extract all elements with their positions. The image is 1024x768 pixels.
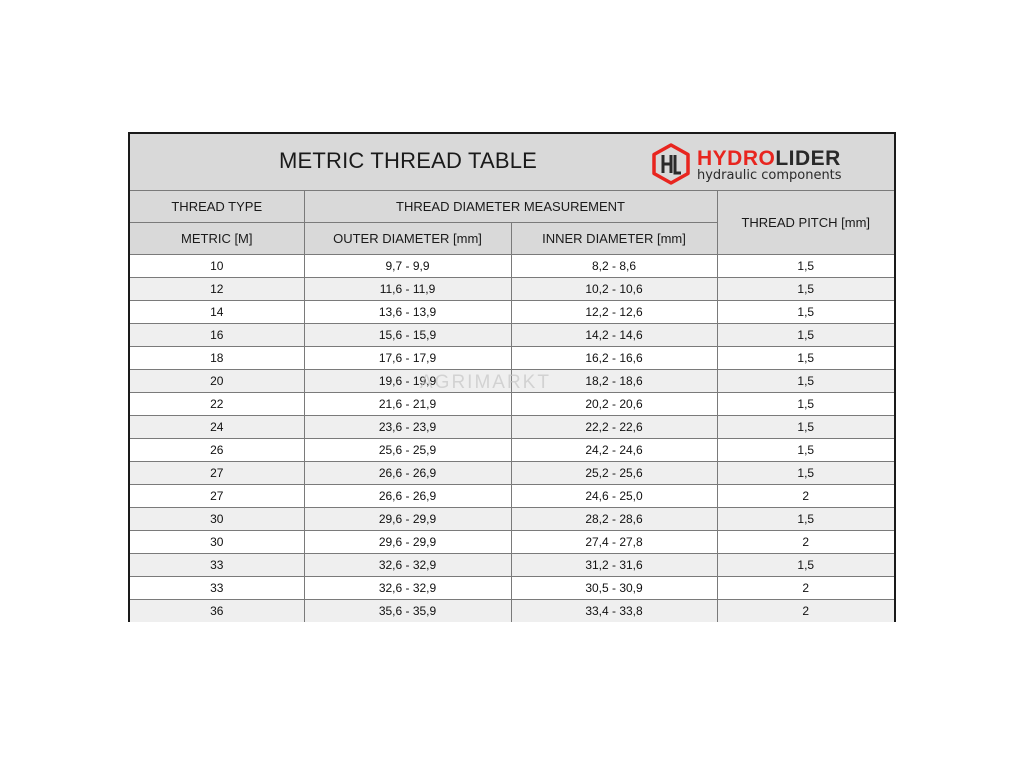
cell-metric: 18 — [130, 347, 304, 370]
cell-inner: 18,2 - 18,6 — [511, 370, 717, 393]
header-thread-pitch: THREAD PITCH [mm] — [717, 191, 894, 255]
table-row — [130, 531, 894, 554]
cell-metric: 24 — [130, 416, 304, 439]
cell-pitch: 1,5 — [717, 462, 894, 485]
cell-outer: 11,6 - 11,9 — [304, 278, 511, 301]
table-row — [130, 554, 894, 577]
cell-outer: 35,6 - 35,9 — [304, 600, 511, 623]
cell-pitch: 1,5 — [717, 324, 894, 347]
brand-name: HYDROLIDER — [697, 147, 841, 170]
table-row — [130, 439, 894, 462]
cell-inner: 22,2 - 22,6 — [511, 416, 717, 439]
cell-outer: 26,6 - 26,9 — [304, 485, 511, 508]
page-title: METRIC THREAD TABLE — [278, 148, 538, 173]
table-row — [130, 393, 894, 416]
cell-metric: 22 — [130, 393, 304, 416]
table-row — [130, 416, 894, 439]
cell-pitch: 1,5 — [717, 347, 894, 370]
watermark: AGRIMARKT — [420, 372, 551, 393]
cell-metric: 27 — [130, 485, 304, 508]
cell-pitch: 1,5 — [717, 370, 894, 393]
table-row — [130, 347, 894, 370]
brand-tagline: hydraulic components — [697, 168, 842, 183]
brand-logo — [651, 142, 891, 186]
header-metric: METRIC [M] — [130, 223, 304, 255]
cell-inner: 27,4 - 27,8 — [511, 531, 717, 554]
table-row — [130, 255, 894, 278]
cell-outer: 32,6 - 32,9 — [304, 554, 511, 577]
cell-outer: 26,6 - 26,9 — [304, 462, 511, 485]
cell-inner: 33,4 - 33,8 — [511, 600, 717, 623]
cell-inner: 8,2 - 8,6 — [511, 255, 717, 278]
table-row — [130, 485, 894, 508]
cell-inner: 24,6 - 25,0 — [511, 485, 717, 508]
header-outer-diameter: OUTER DIAMETER [mm] — [304, 223, 511, 255]
cell-outer: 15,6 - 15,9 — [304, 324, 511, 347]
cell-outer: 29,6 - 29,9 — [304, 508, 511, 531]
cell-pitch: 1,5 — [717, 439, 894, 462]
cell-inner: 28,2 - 28,6 — [511, 508, 717, 531]
thread-table — [130, 190, 894, 622]
header-thread-type: THREAD TYPE — [130, 191, 304, 223]
cell-inner: 31,2 - 31,6 — [511, 554, 717, 577]
cell-metric: 26 — [130, 439, 304, 462]
cell-metric: 16 — [130, 324, 304, 347]
cell-outer: 17,6 - 17,9 — [304, 347, 511, 370]
cell-metric: 27 — [130, 462, 304, 485]
cell-metric: 30 — [130, 508, 304, 531]
table-row — [130, 278, 894, 301]
cell-metric: 12 — [130, 278, 304, 301]
cell-outer: 23,6 - 23,9 — [304, 416, 511, 439]
cell-pitch: 1,5 — [717, 255, 894, 278]
cell-inner: 10,2 - 10,6 — [511, 278, 717, 301]
cell-inner: 20,2 - 20,6 — [511, 393, 717, 416]
cell-pitch: 1,5 — [717, 416, 894, 439]
cell-pitch: 1,5 — [717, 554, 894, 577]
cell-metric: 36 — [130, 600, 304, 623]
header-diameter-group: THREAD DIAMETER MEASUREMENT — [304, 191, 717, 223]
cell-pitch: 2 — [717, 600, 894, 623]
cell-metric: 14 — [130, 301, 304, 324]
cell-pitch: 2 — [717, 531, 894, 554]
cell-inner: 25,2 - 25,6 — [511, 462, 717, 485]
header-inner-diameter: INNER DIAMETER [mm] — [511, 223, 717, 255]
table-row — [130, 462, 894, 485]
cell-inner: 30,5 - 30,9 — [511, 577, 717, 600]
table-row — [130, 370, 894, 393]
cell-metric: 20 — [130, 370, 304, 393]
cell-outer: 29,6 - 29,9 — [304, 531, 511, 554]
cell-inner: 12,2 - 12,6 — [511, 301, 717, 324]
cell-pitch: 1,5 — [717, 393, 894, 416]
cell-outer: 25,6 - 25,9 — [304, 439, 511, 462]
cell-inner: 14,2 - 14,6 — [511, 324, 717, 347]
table-row — [130, 577, 894, 600]
cell-outer: 13,6 - 13,9 — [304, 301, 511, 324]
cell-outer: 9,7 - 9,9 — [304, 255, 511, 278]
cell-outer: 21,6 - 21,9 — [304, 393, 511, 416]
cell-pitch: 2 — [717, 485, 894, 508]
table-row — [130, 600, 894, 623]
table-body — [130, 255, 894, 623]
cell-outer: 32,6 - 32,9 — [304, 577, 511, 600]
thread-table-sheet — [128, 132, 896, 622]
cell-pitch: 1,5 — [717, 301, 894, 324]
cell-pitch: 2 — [717, 577, 894, 600]
cell-pitch: 1,5 — [717, 278, 894, 301]
cell-metric: 33 — [130, 577, 304, 600]
cell-inner: 16,2 - 16,6 — [511, 347, 717, 370]
cell-pitch: 1,5 — [717, 508, 894, 531]
title-bar — [130, 134, 894, 191]
cell-metric: 10 — [130, 255, 304, 278]
cell-inner: 24,2 - 24,6 — [511, 439, 717, 462]
cell-outer: 19,6 - 19,9 — [304, 370, 511, 393]
table-row — [130, 324, 894, 347]
cell-metric: 30 — [130, 531, 304, 554]
cell-metric: 33 — [130, 554, 304, 577]
hl-hexagon-icon — [651, 143, 691, 185]
table-row — [130, 508, 894, 531]
table-row — [130, 301, 894, 324]
